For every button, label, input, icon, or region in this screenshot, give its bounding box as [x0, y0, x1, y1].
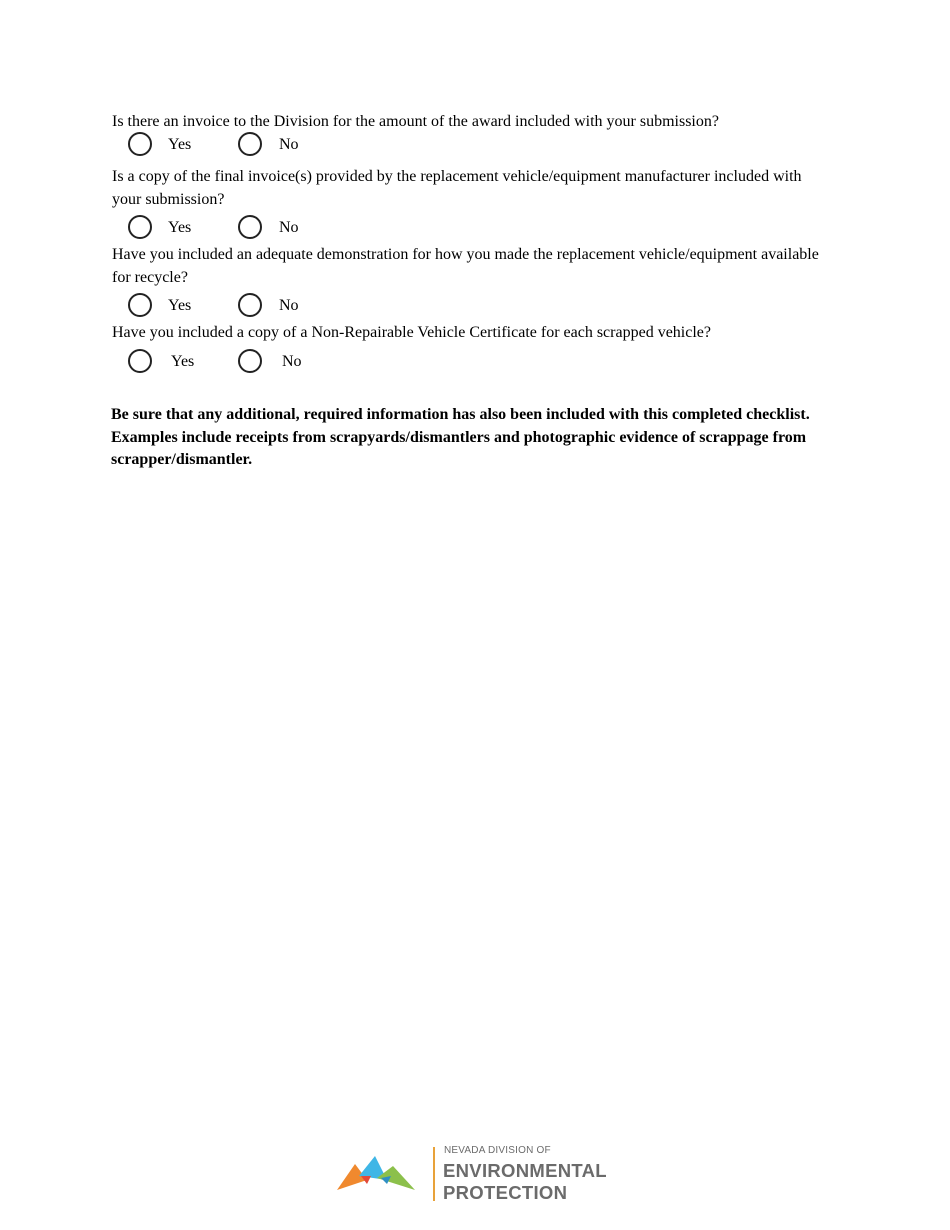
radio-circle-icon[interactable] [238, 215, 262, 239]
radio-circle-icon[interactable] [128, 349, 152, 373]
logo-divider [433, 1147, 435, 1201]
yes-label: Yes [168, 297, 192, 314]
radio-circle-icon[interactable] [128, 293, 152, 317]
question-4-text: Have you included a copy of a Non-Repairable Vehicle Certificate for each scrapped vehicle? [112, 324, 711, 341]
no-label: No [279, 297, 299, 314]
radio-circle-icon[interactable] [238, 349, 262, 373]
yes-label: Yes [168, 136, 192, 153]
radio-circle-icon[interactable] [128, 215, 152, 239]
no-label: No [279, 219, 299, 236]
no-label: No [282, 353, 302, 370]
radio-circle-icon[interactable] [238, 132, 262, 156]
question-3-text: Have you included an adequate demonstration for how you made the replacement vehicle/equipment available for recycle? [112, 246, 819, 286]
logo-line-2: ENVIRONMENTAL [443, 1160, 607, 1181]
yes-label: Yes [168, 219, 192, 236]
question-1-text: Is there an invoice to the Division for the amount of the award included with your submission? [112, 113, 719, 130]
logo-line-1: NEVADA DIVISION OF [444, 1145, 551, 1156]
radio-circle-icon[interactable] [128, 132, 152, 156]
ndep-logo [337, 1144, 627, 1204]
radio-circle-icon[interactable] [238, 293, 262, 317]
no-label: No [279, 136, 299, 153]
mountains-logo-icon [337, 1156, 417, 1196]
additional-info-note: Be sure that any additional, required information has also been included with this completed checklist. Examples include receipts from scrapyards/dismantlers and photographic evidence of scrappage from scrapper/dismantler. [111, 406, 810, 468]
logo-line-3: PROTECTION [443, 1182, 568, 1203]
yes-label: Yes [171, 353, 195, 370]
question-2-text: Is a copy of the final invoice(s) provided by the replacement vehicle/equipment manufacturer included with your submission? [112, 168, 802, 208]
